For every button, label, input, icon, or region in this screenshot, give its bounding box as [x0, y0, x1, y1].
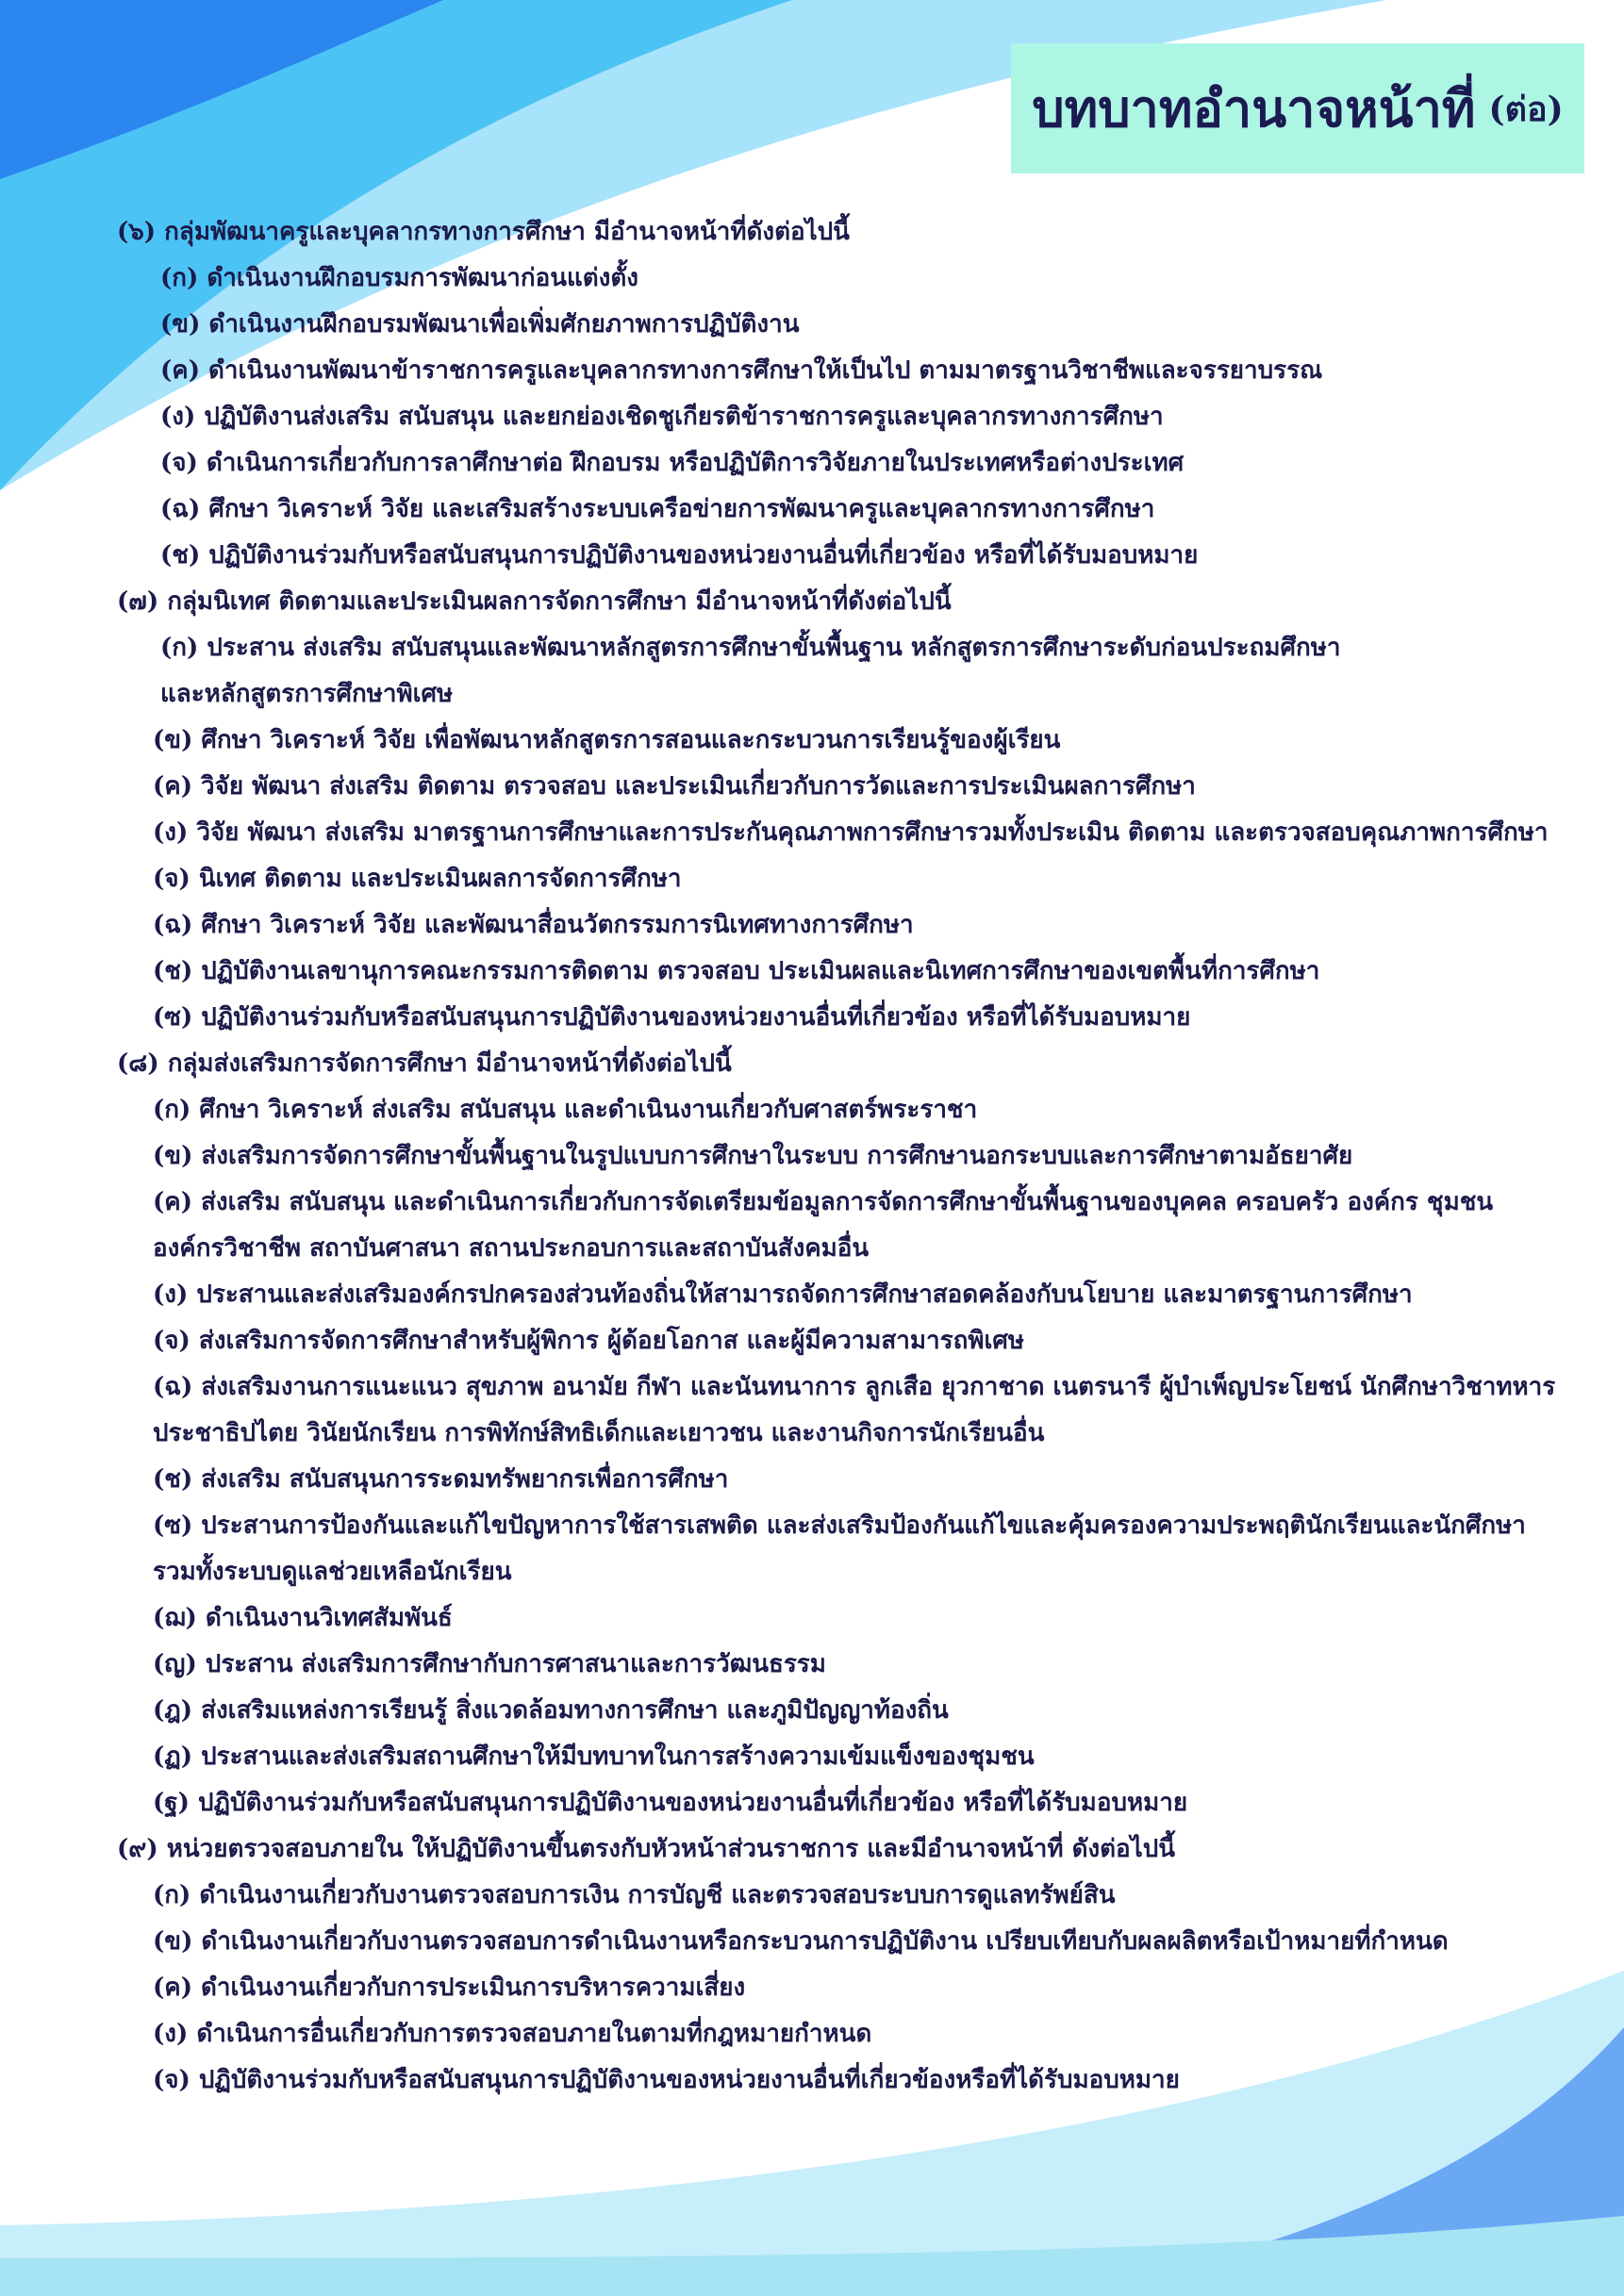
list-item: (ข) ส่งเสริมการจัดการศึกษาขั้นพื้นฐานในรูปแบบการศึกษาในระบบ การศึกษานอกระบบและการศึกษาตามอัธยาศัย — [153, 1142, 1353, 1170]
list-item: (ฏ) ประสานและส่งเสริมสถานศึกษาให้มีบทบาทในการสร้างความเข้มแข็งของชุมชน — [153, 1743, 1035, 1771]
list-item: (ง) วิจัย พัฒนา ส่งเสริม มาตรฐานการศึกษาและการประกันคุณภาพการศึกษารวมทั้งประเมิน ติดตาม และตรวจสอบคุณภาพการศึกษา — [153, 818, 1549, 847]
list-item: (จ) นิเทศ ติดตาม และประเมินผลการจัดการศึกษา — [153, 865, 682, 893]
list-item-continuation: และหลักสูตรการศึกษาพิเศษ — [160, 680, 454, 708]
list-item: (ช) ปฏิบัติงานร่วมกับหรือสนับสนุนการปฏิบัติงานของหน่วยงานอื่นที่เกี่ยวข้อง หรือที่ได้รับมอบหมาย — [160, 541, 1199, 570]
list-item: (ซ) ปฏิบัติงานร่วมกับหรือสนับสนุนการปฏิบัติงานของหน่วยงานอื่นที่เกี่ยวข้อง หรือที่ได้รับมอบหมาย — [153, 1003, 1191, 1032]
list-item-continuation: องค์กรวิชาชีพ สถาบันศาสนา สถานประกอบการและสถาบันสังคมอื่น — [153, 1234, 870, 1263]
list-item: (ฉ) ส่งเสริมงานการแนะแนว สุขภาพ อนามัย กีฬา และนันทนาการ ลูกเสือ ยุวกาชาด เนตรนารี ผู้บำเพ็ญประโยชน์ นักศึกษาวิชาทหาร — [153, 1373, 1556, 1401]
section-7-heading: (๗) กลุ่มนิเทศ ติดตามและประเมินผลการจัดการศึกษา มีอำนาจหน้าที่ดังต่อไปนี้ — [117, 587, 952, 616]
list-item: (ญ) ประสาน ส่งเสริมการศึกษากับการศาสนาและการวัฒนธรรม — [153, 1650, 826, 1678]
list-item: (ค) ส่งเสริม สนับสนุน และดำเนินการเกี่ยวกับการจัดเตรียมข้อมูลการจัดการศึกษาขั้นพื้นฐานของบุคคล ครอบครัว องค์กร ชุมชน — [153, 1188, 1494, 1216]
title-box — [1011, 43, 1584, 173]
document-body — [117, 209, 1607, 2104]
list-item: (ก) ดำเนินงานฝึกอบรมการพัฒนาก่อนแต่งตั้ง — [160, 264, 638, 292]
list-item: (ฌ) ดำเนินงานวิเทศสัมพันธ์ — [153, 1604, 453, 1632]
list-item: (ข) ดำเนินงานฝึกอบรมพัฒนาเพื่อเพิ่มศักยภาพการปฏิบัติงาน — [160, 310, 800, 339]
page-title: บทบาทอำนาจหน้าที่ — [1032, 78, 1476, 139]
list-item: (ฐ) ปฏิบัติงานร่วมกับหรือสนับสนุนการปฏิบัติงานของหน่วยงานอื่นที่เกี่ยวข้อง หรือที่ได้รับมอบหมาย — [153, 1789, 1188, 1817]
section-6-heading: (๖) กลุ่มพัฒนาครูและบุคลากรทางการศึกษา มีอำนาจหน้าที่ดังต่อไปนี้ — [117, 218, 850, 246]
list-item: (ฎ) ส่งเสริมแหล่งการเรียนรู้ สิ่งแวดล้อมทางการศึกษา และภูมิปัญญาท้องถิ่น — [153, 1696, 949, 1725]
list-item: (ก) ประสาน ส่งเสริม สนับสนุนและพัฒนาหลักสูตรการศึกษาขั้นพื้นฐาน หลักสูตรการศึกษาระดับก่อนประถมศึกษา — [160, 634, 1341, 662]
list-item: (ซ) ประสานการป้องกันและแก้ไขปัญหาการใช้สารเสพติด และส่งเสริมป้องกันแก้ไขและคุ้มครองความประพฤตินักเรียนและนักศึกษา — [153, 1511, 1526, 1540]
list-item-continuation: รวมทั้งระบบดูแลช่วยเหลือนักเรียน — [153, 1558, 512, 1586]
list-item: (ง) ดำเนินการอื่นเกี่ยวกับการตรวจสอบภายในตามที่กฎหมายกำหนด — [153, 2020, 872, 2048]
list-item: (ช) ปฏิบัติงานเลขานุการคณะกรรมการติดตาม ตรวจสอบ ประเมินผลและนิเทศการศึกษาของเขตพื้นที่การศึกษา — [153, 957, 1320, 985]
list-item: (ง) ปฏิบัติงานส่งเสริม สนับสนุน และยกย่องเชิดชูเกียรติข้าราชการครูและบุคลากรทางการศึกษา — [160, 403, 1164, 431]
section-8-heading: (๘) กลุ่มส่งเสริมการจัดการศึกษา มีอำนาจหน้าที่ดังต่อไปนี้ — [117, 1049, 732, 1078]
list-item: (ค) วิจัย พัฒนา ส่งเสริม ติดตาม ตรวจสอบ และประเมินเกี่ยวกับการวัดและการประเมินผลการศึกษา — [153, 772, 1196, 801]
list-item: (ช) ส่งเสริม สนับสนุนการระดมทรัพยากรเพื่อการศึกษา — [153, 1465, 729, 1494]
list-item: (จ) ปฏิบัติงานร่วมกับหรือสนับสนุนการปฏิบัติงานของหน่วยงานอื่นที่เกี่ยวข้องหรือที่ได้รับมอบหมาย — [153, 2066, 1180, 2094]
list-item: (ข) ศึกษา วิเคราะห์ วิจัย เพื่อพัฒนาหลักสูตรการสอนและกระบวนการเรียนรู้ของผู้เรียน — [153, 726, 1061, 754]
list-item: (จ) ส่งเสริมการจัดการศึกษาสำหรับผู้พิการ ผู้ด้อยโอกาส และผู้มีความสามารถพิเศษ — [153, 1327, 1024, 1355]
list-item: (ค) ดำเนินงานเกี่ยวกับการประเมินการบริหารความเสี่ยง — [153, 1974, 746, 2002]
section-9-heading: (๙) หน่วยตรวจสอบภายใน ให้ปฏิบัติงานขึ้นตรงกับหัวหน้าส่วนราชการ และมีอำนาจหน้าที่ ดังต่อไปนี้ — [117, 1835, 1176, 1863]
page-title-suffix: (ต่อ) — [1488, 89, 1564, 129]
list-item: (ข) ดำเนินงานเกี่ยวกับงานตรวจสอบการดำเนินงานหรือกระบวนการปฏิบัติงาน เปรียบเทียบกับผลผลิตหรือเป้าหมายที่กำหนด — [153, 1927, 1449, 1956]
list-item: (ฉ) ศึกษา วิเคราะห์ วิจัย และเสริมสร้างระบบเครือข่ายการพัฒนาครูและบุคลากรทางการศึกษา — [160, 495, 1155, 523]
list-item: (จ) ดำเนินการเกี่ยวกับการลาศึกษาต่อ ฝึกอบรม หรือปฏิบัติการวิจัยภายในประเทศหรือต่างประเทศ — [160, 449, 1185, 477]
list-item: (ก) ดำเนินงานเกี่ยวกับงานตรวจสอบการเงิน การบัญชี และตรวจสอบระบบการดูแลทรัพย์สิน — [153, 1881, 1116, 1909]
list-item: (ค) ดำเนินงานพัฒนาข้าราชการครูและบุคลากรทางการศึกษาให้เป็นไป ตามมาตรฐานวิชาชีพและจรรยาบรรณ — [160, 356, 1323, 385]
list-item: (ง) ประสานและส่งเสริมองค์กรปกครองส่วนท้องถิ่นให้สามารถจัดการศึกษาสอดคล้องกับนโยบาย และมาตรฐานการศึกษา — [153, 1280, 1413, 1309]
list-item: (ก) ศึกษา วิเคราะห์ ส่งเสริม สนับสนุน และดำเนินงานเกี่ยวกับศาสตร์พระราชา — [153, 1096, 978, 1124]
list-item: (ฉ) ศึกษา วิเคราะห์ วิจัย และพัฒนาสื่อนวัตกรรมการนิเทศทางการศึกษา — [153, 911, 914, 939]
list-item-continuation: ประชาธิปไตย วินัยนักเรียน การพิทักษ์สิทธิเด็กและเยาวชน และงานกิจการนักเรียนอื่น — [153, 1419, 1045, 1447]
